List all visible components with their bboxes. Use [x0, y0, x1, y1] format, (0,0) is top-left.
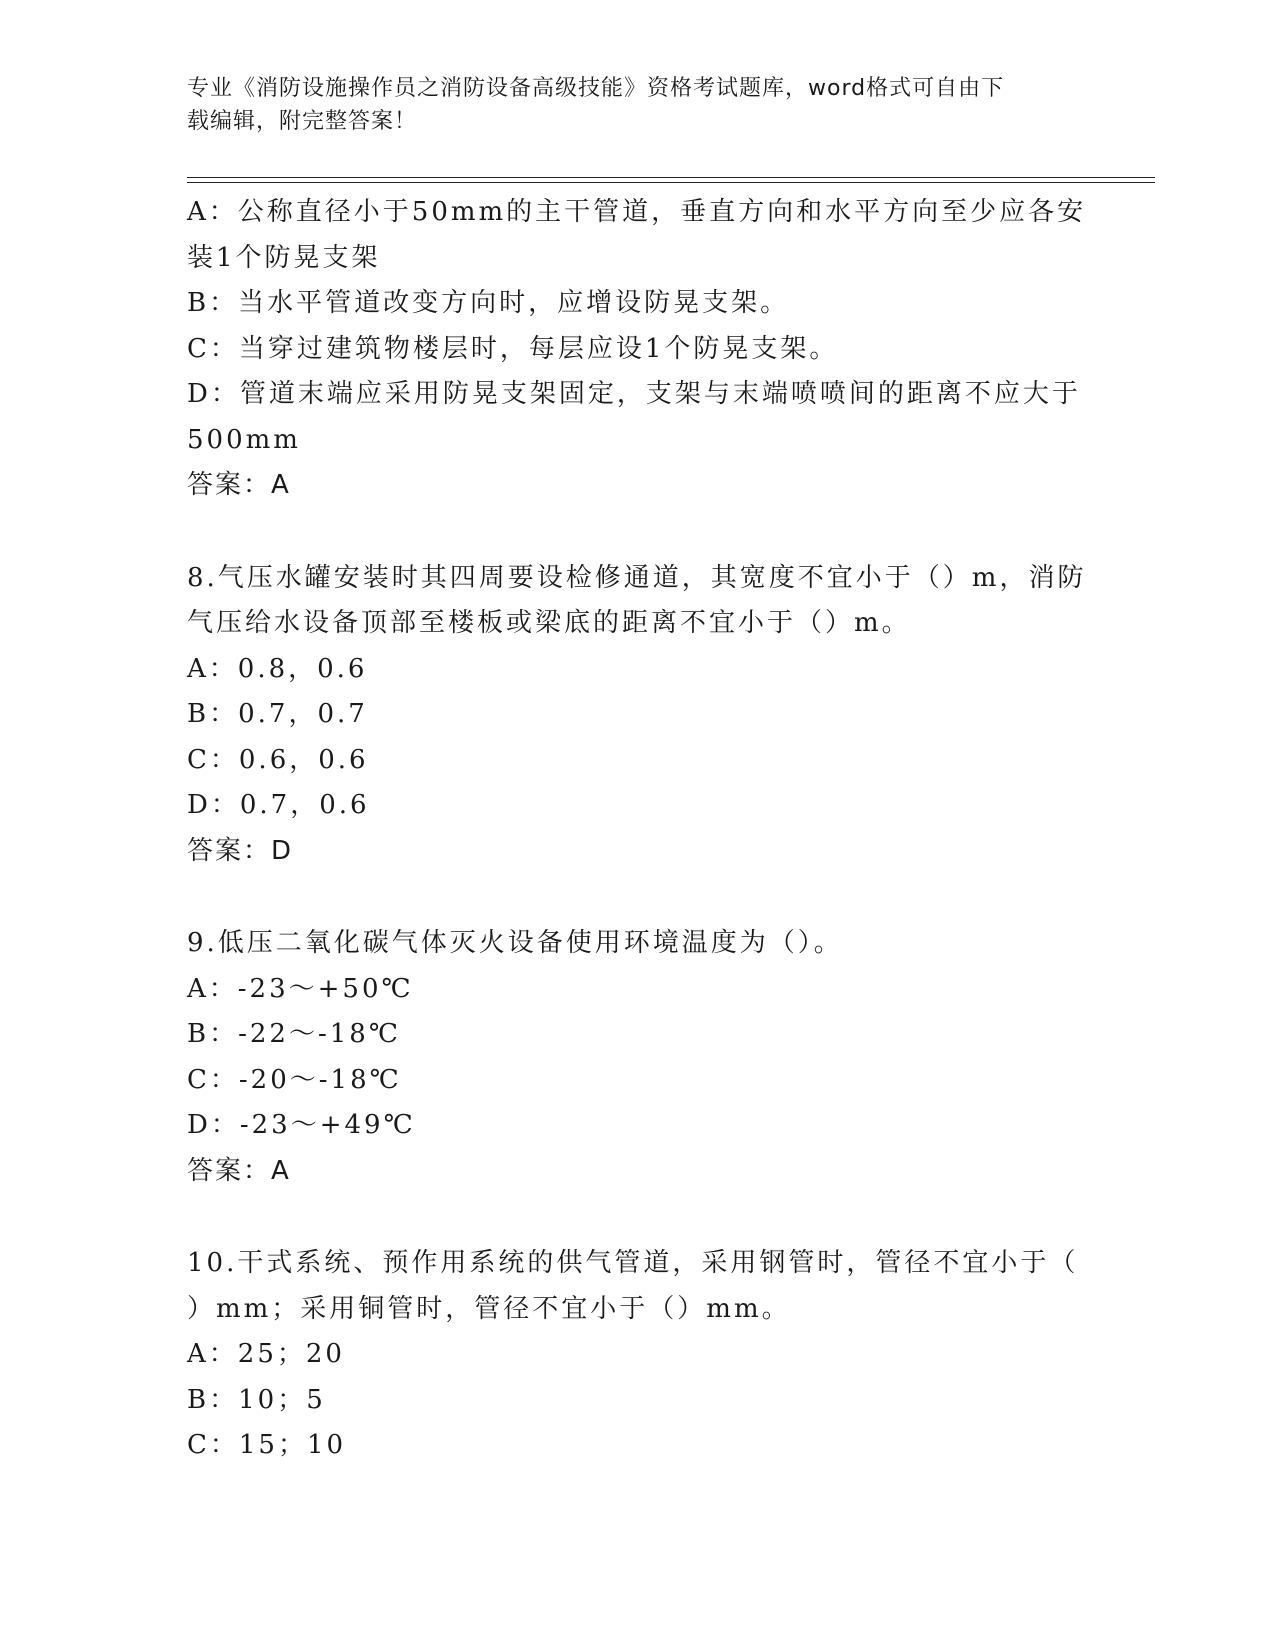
header-line-2: 载编辑，附完整答案！ — [187, 109, 418, 134]
option-a: A：0.8，0.6 — [187, 653, 368, 684]
option-a: A：-23～+50℃ — [187, 973, 414, 1004]
option-c: C：当穿过建筑物楼层时，每层应设1个防晃支架。 — [187, 333, 839, 364]
option-d-line-2: 500mm — [187, 424, 301, 455]
question-stem: 9.低压二氧化碳气体灭火设备使用环境温度为（）。 — [187, 928, 843, 958]
question-stem-line-2: 气压给水设备顶部至楼板或梁底的距离不宜小于（）m。 — [187, 608, 911, 638]
answer: 答案：D — [187, 835, 294, 866]
question-stem-line-1: 10.干式系统、预作用系统的供气管道，采用钢管时，管径不宜小于（ — [187, 1248, 1079, 1278]
option-c: C：-20～-18℃ — [187, 1064, 402, 1095]
option-a: A：25；20 — [187, 1339, 345, 1369]
spacer — [187, 1194, 1087, 1241]
option-c: C：15；10 — [187, 1430, 347, 1460]
answer: 答案：A — [187, 1155, 291, 1186]
header-divider-bottom — [187, 182, 1155, 183]
document-header — [187, 72, 1067, 138]
question-stem-line-2: ）mm；采用铜管时，管径不宜小于（）mm。 — [187, 1293, 791, 1324]
option-b: B：10；5 — [187, 1384, 326, 1415]
spacer — [187, 509, 1087, 556]
option-a-line-1: A：公称直径小于50mm的主干管道，垂直方向和水平方向至少应各安 — [187, 197, 1087, 227]
option-b: B：当水平管道改变方向时，应增设防晃支架。 — [187, 288, 790, 318]
header-line-1: 专业《消防设施操作员之消防设备高级技能》资格考试题库，word格式可自由下 — [187, 76, 1005, 101]
question-9 — [187, 921, 1087, 1194]
question-8 — [187, 556, 1087, 875]
answer: 答案：A — [187, 470, 291, 500]
question-stem-line-1: 8.气压水罐安装时其四周要设检修通道，其宽度不宜小于（）m，消防 — [187, 562, 1087, 593]
option-d: D：0.7，0.6 — [187, 790, 370, 820]
spacer — [187, 874, 1087, 921]
option-c: C：0.6，0.6 — [187, 744, 369, 775]
option-d-line-1: D：管道末端应采用防晃支架固定，支架与末端喷喷间的距离不应大于 — [187, 379, 1081, 409]
question-10 — [187, 1241, 1087, 1469]
question-7 — [187, 190, 1087, 509]
question-list — [187, 190, 1087, 1469]
header-divider-top — [187, 177, 1155, 178]
option-a-line-2: 装1个防晃支架 — [187, 242, 381, 273]
option-b: B：-22～-18℃ — [187, 1019, 401, 1049]
option-b: B：0.7，0.7 — [187, 699, 368, 729]
option-d: D：-23～+49℃ — [187, 1110, 416, 1140]
